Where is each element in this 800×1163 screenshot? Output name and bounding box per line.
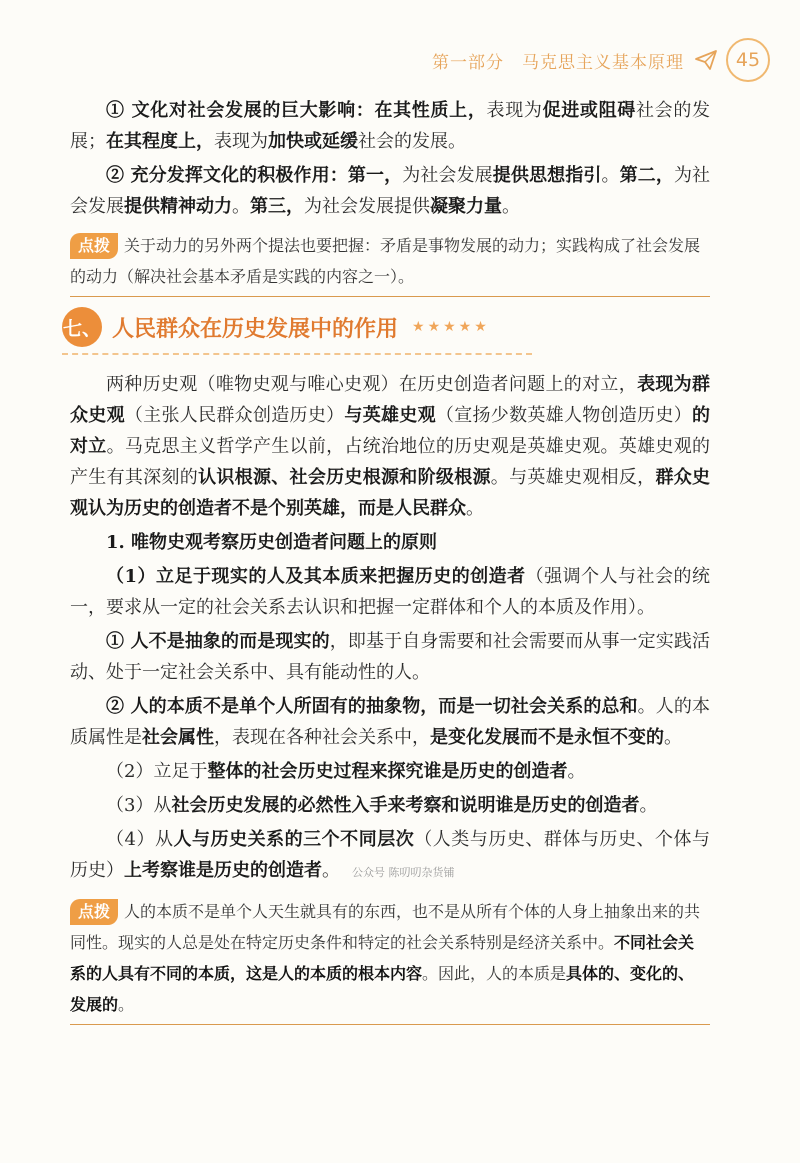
section-heading-7 — [62, 307, 532, 355]
emphasis-text: ① 人不是抽象的而是现实的 — [106, 631, 330, 652]
section-title: 人民群众在历史发展中的作用 — [112, 316, 399, 342]
paragraph-principle-2 — [70, 756, 710, 787]
body-text: 。因此，人的本质是 — [422, 964, 567, 983]
emphasis-text: ② 充分发挥文化的积极作用：第一， — [106, 165, 403, 186]
emphasis-text: 不同社会关系的人具有不同的本质，这是人的本质的根本内容 — [70, 933, 695, 983]
importance-stars: ★★★★★ — [412, 319, 490, 335]
body-text: 。 — [601, 165, 620, 186]
body-text: （2）立足于 — [106, 761, 208, 782]
paragraph-principle-3 — [70, 790, 710, 821]
body-text: 社会的发展。 — [358, 131, 466, 152]
body-text: 表现为 — [486, 100, 543, 121]
emphasis-text: 群众史观认为历史的创造者不是个别英雄，而是人民群众 — [70, 467, 711, 519]
page-header — [432, 38, 770, 82]
paragraph-culture-role — [70, 160, 710, 222]
body-text: 两种历史观（唯物史观与唯心史观）在历史创造者问题上的对立， — [106, 374, 638, 395]
emphasis-text: 提供精神动力 — [124, 196, 232, 217]
body-text: （人类与历史、群体与历史、个体与历史） — [70, 829, 711, 881]
paragraph-two-views — [70, 369, 710, 524]
body-text: 。 — [466, 498, 484, 519]
emphasis-text: （1）立足于现实的人及其本质来把握历史的创造者 — [106, 566, 526, 587]
emphasis-text: 加快或延缓 — [268, 131, 358, 152]
paragraph-real-person — [70, 626, 710, 688]
body-text: 。 — [567, 761, 586, 782]
body-text: 。 — [639, 795, 658, 816]
body-text: 。马克思主义哲学产生以前，占统治地位的历史观是英雄史观。英雄史观的产生有其深刻的 — [70, 436, 711, 488]
emphasis-text: 认识根源、社会历史根源和阶级根源 — [198, 467, 491, 488]
emphasis-text: 的对立 — [70, 405, 711, 457]
body-text: 。人的本质属性是 — [70, 696, 711, 748]
emphasis-text: 是变化发展而不是永恒不变的 — [430, 727, 664, 748]
subheading-principles: 1. 唯物史观考察历史创造者问题上的原则 — [106, 532, 438, 553]
body-text: ，即基于自身需要和社会需要而从事一定实践活动、处于一定社会关系中、具有能动性的人。 — [70, 631, 711, 683]
tip-text — [70, 236, 700, 286]
body-text: 为社会发展 — [70, 165, 711, 217]
page-number: 45 — [726, 38, 770, 82]
emphasis-text: 整体的社会历史过程来探究谁是历史的创造者 — [207, 761, 568, 782]
emphasis-text: ① 文化对社会发展的巨大影响：在其性质上， — [106, 100, 487, 121]
tip-text — [70, 902, 700, 1014]
section-number: 七、 — [62, 307, 102, 347]
body-text: 社会的发展； — [70, 100, 711, 152]
body-text: （强调个人与社会的统一，要求从一定的社会关系去认识和把握一定群体和个人的本质及作用）。 — [70, 566, 710, 618]
body-text: （4）从 — [106, 829, 174, 850]
paragraph-human-essence — [70, 691, 710, 753]
body-text: 。 — [664, 727, 682, 748]
body-text: 。 — [322, 860, 340, 881]
body-text: （3）从 — [106, 795, 172, 816]
emphasis-text: 在其程度上， — [106, 131, 214, 152]
body-text: 。与英雄史观相反， — [490, 467, 656, 488]
emphasis-text: 具体的、变化的、发展的 — [70, 964, 695, 1014]
body-text: 为社会发展提供 — [304, 196, 430, 217]
body-text: （宣扬少数英雄人物创造历史） — [435, 405, 693, 426]
emphasis-text: 促进或阻碍 — [542, 100, 636, 121]
emphasis-text: 社会历史发展的必然性入手来考察和说明谁是历史的创造者 — [171, 795, 640, 816]
body-text: 。 — [118, 995, 135, 1014]
body-text: ，表现在各种社会关系中， — [214, 727, 430, 748]
body-text: 。 — [232, 196, 250, 217]
body-text: 关于动力的另外两个提法也要把握：矛盾是事物发展的动力；实践构成了社会发展的动力（解决社会基本矛盾是实践的内容之一）。 — [70, 236, 701, 286]
header-section-title: 第一部分 马克思主义基本原理 — [432, 52, 684, 73]
emphasis-text: 凝聚力量 — [430, 196, 502, 217]
body-text: （主张人民群众创造历史） — [124, 405, 345, 426]
paper-plane-icon — [694, 49, 718, 71]
paragraph-principle-4 — [70, 824, 710, 888]
emphasis-text: ② 人的本质不是单个人所固有的抽象物，而是一切社会关系的总和 — [106, 696, 638, 717]
emphasis-text: 人与历史关系的三个不同层次 — [173, 829, 415, 850]
emphasis-text: 表现为群众史观 — [70, 374, 710, 426]
tip-box-motive — [70, 226, 710, 297]
body-text: 为社会发展 — [402, 165, 493, 186]
emphasis-text: 与英雄史观 — [344, 405, 436, 426]
tip-label: 点拨 — [70, 899, 118, 925]
paragraph-culture-influence — [70, 95, 710, 157]
emphasis-text: 第三， — [250, 196, 304, 217]
page-content — [62, 95, 711, 1035]
emphasis-text: 社会属性 — [142, 727, 214, 748]
emphasis-text: 第二， — [619, 165, 674, 186]
paragraph-principle-1 — [70, 561, 710, 623]
tip-box-essence — [70, 892, 710, 1025]
tip-label: 点拨 — [70, 233, 118, 259]
body-text: 人的本质不是单个人天生就具有的东西，也不是从所有个体的人身上抽象出来的共同性。现实的人总是处在特定历史条件和特定的社会关系特别是经济关系中。 — [70, 902, 701, 952]
emphasis-text: 提供思想指引 — [492, 165, 602, 186]
body-text: 。 — [502, 196, 520, 217]
emphasis-text: 上考察谁是历史的创造者 — [124, 860, 322, 881]
watermark-text: 公众号 陈叨叨杂货铺 — [352, 866, 455, 879]
body-text: 表现为 — [214, 131, 268, 152]
